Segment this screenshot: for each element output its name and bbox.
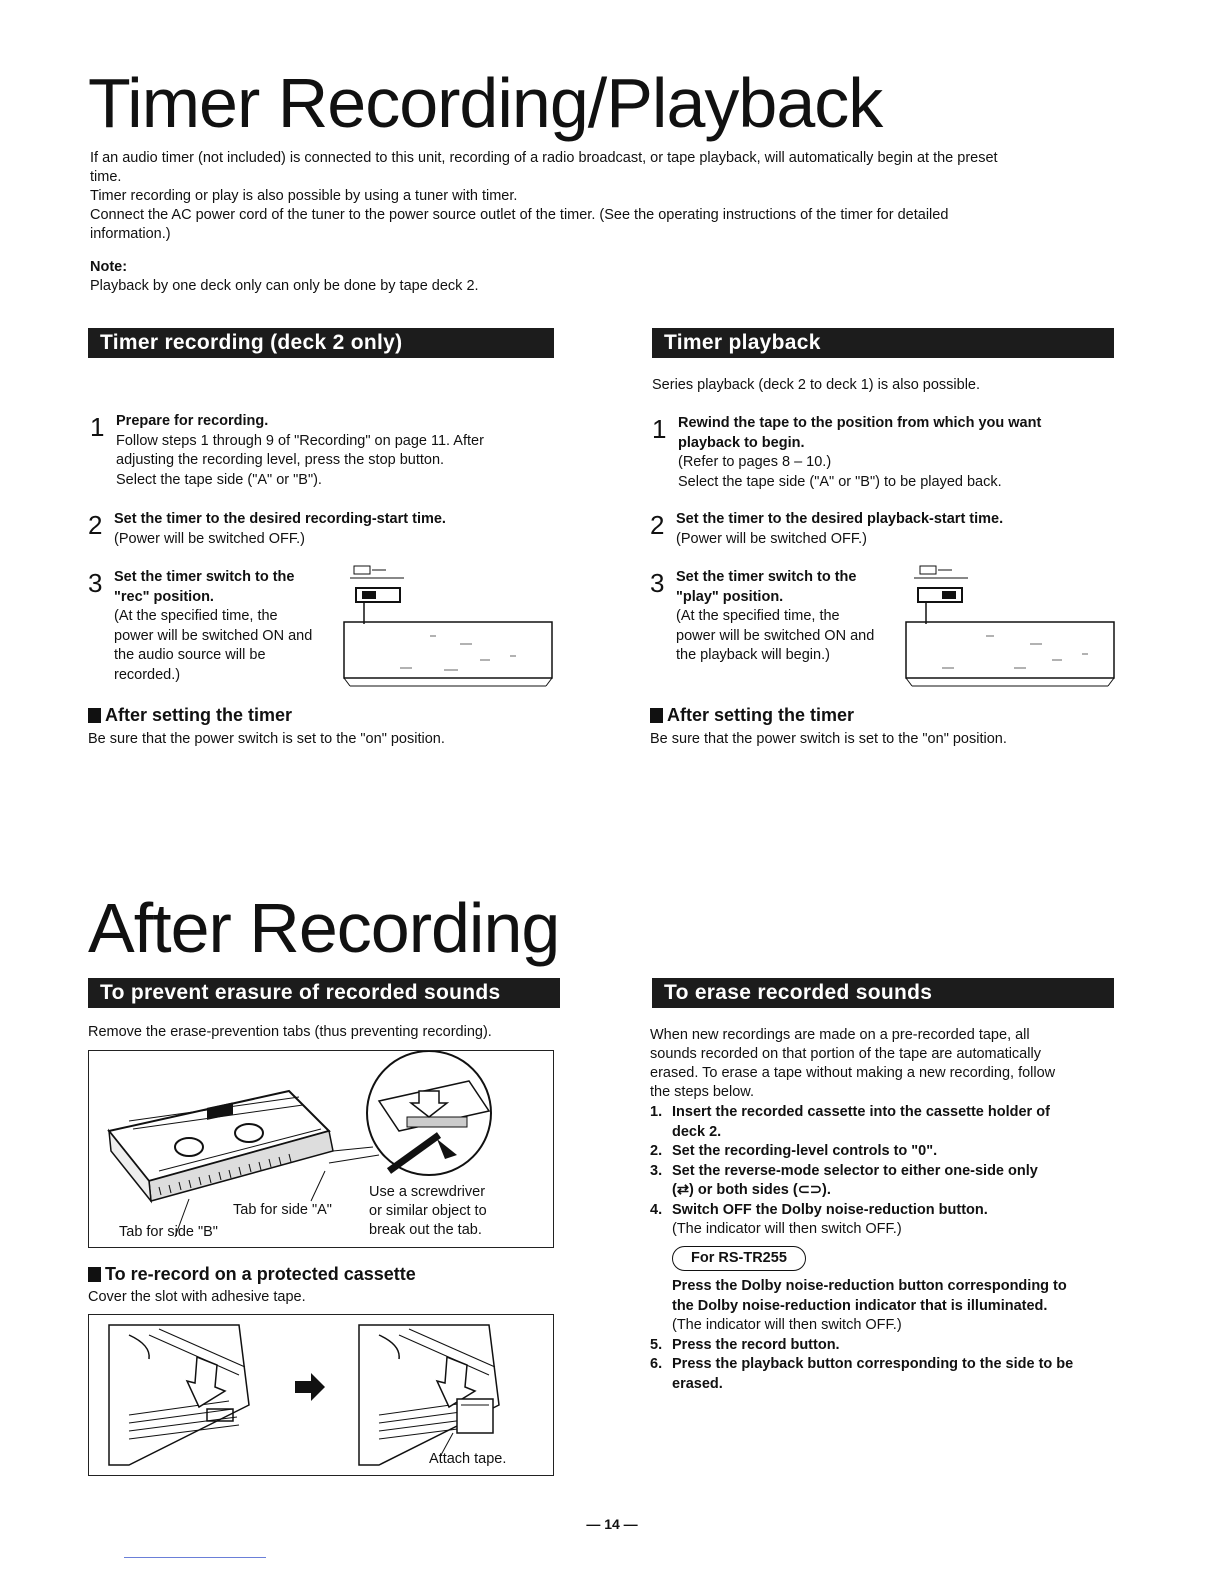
step-line: Follow steps 1 through 9 of "Recording" on page 11. After (116, 432, 484, 449)
note-label: Note: (90, 259, 128, 275)
erase-steps-list (650, 1103, 1122, 1394)
list-item (650, 1103, 1122, 1123)
list-item (650, 1162, 1122, 1182)
adhesive-tape-figure (88, 1314, 554, 1476)
step-line: the playback will begin.) (676, 647, 830, 663)
item-number: 2. (650, 1143, 663, 1159)
item-number: 1. (650, 1104, 663, 1120)
list-item-cont: erased. (672, 1375, 723, 1392)
model-text: Press the Dolby noise-reduction button corresponding to (672, 1278, 1067, 1294)
list-item-note: (The indicator will then switch OFF.) (672, 1221, 902, 1237)
tab-a-caption: Tab for side "A" (233, 1202, 332, 1218)
item-number: 4. (650, 1201, 663, 1218)
step-title: "rec" position. (114, 588, 214, 605)
series-playback-text: Series playback (deck 2 to deck 1) is also possible. (652, 377, 981, 393)
step-title: Set the timer switch to the (676, 569, 857, 585)
timer-device-illustration (902, 564, 1117, 688)
list-item (650, 1355, 1122, 1375)
rerecord-heading (88, 1264, 416, 1285)
intro-line: time. (90, 169, 122, 185)
item-text: Set the reverse-mode selector to either one-side only (672, 1162, 1038, 1179)
step-title: Rewind the tape to the position from which you want (678, 415, 1042, 431)
rerecord-text: Cover the slot with adhesive tape. (88, 1289, 306, 1305)
step-title: Set the timer to the desired playback-start time. (676, 511, 1004, 527)
after-setting-heading-play (650, 705, 854, 726)
subheading-text: To re-record on a protected cassette (105, 1264, 416, 1284)
step-title: Set the timer switch to the (114, 569, 295, 585)
step-line: power will be switched ON and (676, 627, 875, 644)
step-number: 1 (652, 414, 667, 444)
caption-line: or similar object to (369, 1203, 487, 1219)
list-item-cont: deck 2. (672, 1123, 722, 1140)
step-number: 3 (650, 568, 665, 598)
step-line: Select the tape side ("A" or "B") to be played back. (678, 473, 1002, 490)
after-setting-heading-rec (88, 705, 292, 726)
list-item (650, 1142, 1122, 1162)
model-note: (The indicator will then switch OFF.) (672, 1317, 902, 1333)
step-line: power will be switched ON and (114, 627, 313, 644)
step-line: (Power will be switched OFF.) (676, 530, 867, 547)
item-number: 5. (650, 1336, 663, 1353)
attach-tape-caption: Attach tape. (429, 1451, 507, 1467)
subheading-text: After setting the timer (105, 705, 293, 725)
item-text: Press the record button. (672, 1336, 840, 1353)
page-number: — 14 — (586, 1516, 638, 1532)
step-title: Prepare for recording. (116, 413, 269, 429)
step-number: 1 (90, 412, 105, 442)
step-line: Select the tape side ("A" or "B"). (116, 471, 322, 488)
list-item-cont: (⇄) or both sides (⊂⊃). (672, 1182, 831, 1198)
prevent-erasure-intro: Remove the erase-prevention tabs (thus preventing recording). (88, 1024, 492, 1040)
section-header-prevent-erasure: To prevent erasure of recorded sounds (88, 978, 560, 1008)
intro-text (90, 149, 1120, 244)
after-setting-text-rec: Be sure that the power switch is set to the "on" position. (88, 731, 445, 747)
section-header-timer-playback: Timer playback (652, 328, 1114, 358)
step-line: (At the specified time, the (114, 608, 278, 624)
note-text: Playback by one deck only can only be done by tape deck 2. (90, 278, 479, 294)
caption-line: Use a screwdriver (369, 1184, 486, 1200)
screwdriver-caption (369, 1183, 487, 1240)
subheading-text: After setting the timer (667, 705, 855, 725)
item-text: Set the recording-level controls to "0". (672, 1143, 938, 1159)
bullet-square-icon (88, 708, 101, 723)
item-text: Switch OFF the Dolby noise-reduction button. (672, 1201, 988, 1218)
after-setting-text-play: Be sure that the power switch is set to the "on" position. (650, 731, 1007, 747)
item-text: Insert the recorded cassette into the cassette holder of (672, 1104, 1050, 1120)
erase-prevention-figure (88, 1050, 554, 1248)
step-line: adjusting the recording level, press the stop button. (116, 452, 445, 468)
step-line: (Refer to pages 8 – 10.) (678, 454, 832, 470)
item-text: Press the playback button corresponding to the side to be (672, 1356, 1074, 1372)
erase-intro (650, 1026, 1120, 1102)
footer-rule (124, 1557, 266, 1558)
section-title-after-recording: After Recording (88, 889, 560, 967)
list-item (650, 1336, 1122, 1356)
section-header-timer-recording: Timer recording (deck 2 only) (88, 328, 554, 358)
step-number: 2 (88, 510, 103, 540)
list-item (650, 1201, 1122, 1221)
page-title: Timer Recording/Playback (88, 64, 883, 142)
note (90, 258, 479, 296)
intro-line: erased. To erase a tape without making a new recording, follow (650, 1065, 1056, 1081)
step-title: Set the timer to the desired recording-start time. (114, 511, 446, 527)
step-line: (Power will be switched OFF.) (114, 530, 305, 547)
intro-line: information.) (90, 226, 171, 242)
intro-line: the steps below. (650, 1084, 754, 1100)
step-line: (At the specified time, the (676, 608, 840, 624)
tab-b-caption: Tab for side "B" (119, 1224, 218, 1240)
step-number: 3 (88, 568, 103, 598)
intro-line: When new recordings are made on a pre-recorded tape, all (650, 1027, 1030, 1043)
item-number: 3. (650, 1162, 663, 1179)
intro-line: sounds recorded on that portion of the tape are automatically (650, 1046, 1041, 1062)
model-badge: For RS-TR255 (672, 1246, 806, 1272)
item-number: 6. (650, 1356, 663, 1372)
step-line: recorded.) (114, 666, 181, 683)
intro-line: Timer recording or play is also possible by using a tuner with timer. (90, 188, 518, 204)
model-text: the Dolby noise-reduction indicator that is illuminated. (672, 1297, 1048, 1314)
intro-line: Connect the AC power cord of the tuner to the power source outlet of the timer. (See the operating instructions of the timer for detailed (90, 207, 949, 223)
bullet-square-icon (88, 1267, 101, 1282)
bullet-square-icon (650, 708, 663, 723)
step-line: the audio source will be (114, 647, 266, 663)
step-title: playback to begin. (678, 434, 805, 451)
step-title: "play" position. (676, 588, 784, 605)
intro-line: If an audio timer (not included) is connected to this unit, recording of a radio broadcast, or tape playback, will automatically begin at the preset (90, 150, 998, 166)
caption-line: break out the tab. (369, 1222, 482, 1238)
step-number: 2 (650, 510, 665, 540)
timer-device-illustration (340, 564, 555, 688)
section-header-erase: To erase recorded sounds (652, 978, 1114, 1008)
arrow-right-icon (295, 1373, 325, 1401)
